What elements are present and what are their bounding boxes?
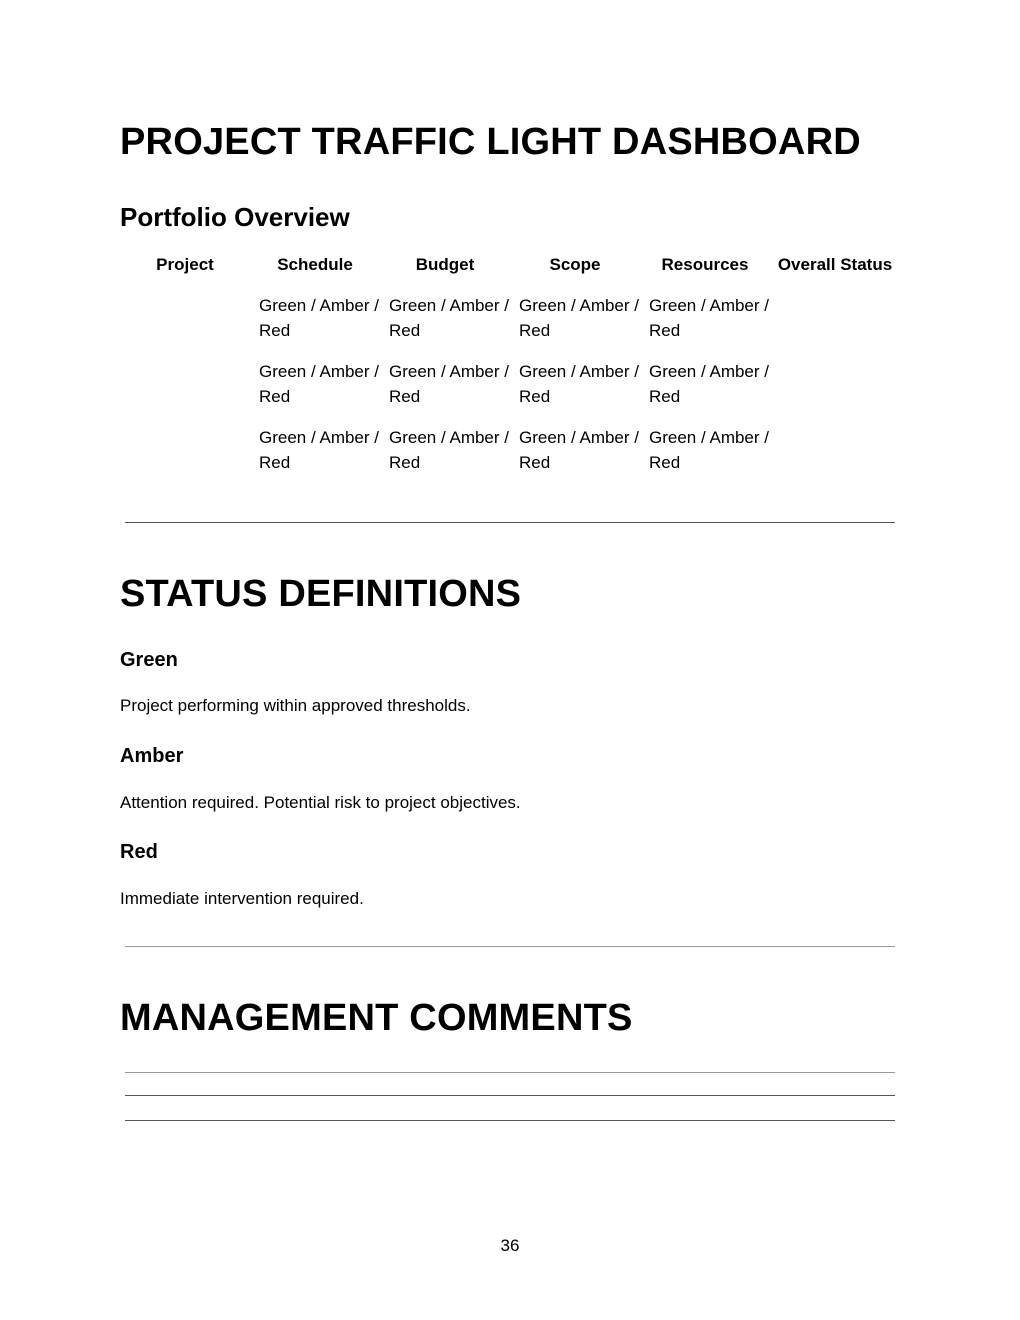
portfolio-overview-heading: Portfolio Overview bbox=[120, 202, 350, 232]
table-cell-budget: Green / Amber / Red bbox=[389, 296, 509, 340]
column-header-resources: Resources bbox=[661, 255, 749, 274]
table-cell-schedule: Green / Amber / Red bbox=[259, 428, 379, 472]
table-cell-overall-status bbox=[770, 425, 900, 491]
table-cell-resources: Green / Amber / Red bbox=[649, 428, 769, 472]
table-cell-resources: Green / Amber / Red bbox=[649, 362, 769, 406]
comment-line bbox=[125, 1072, 895, 1073]
table-cell-overall-status bbox=[770, 293, 900, 359]
status-green-description: Project performing within approved thresholds. bbox=[120, 696, 471, 715]
status-definitions-heading: STATUS DEFINITIONS bbox=[120, 573, 522, 615]
table-cell-schedule: Green / Amber / Red bbox=[259, 362, 379, 406]
table-cell-schedule: Green / Amber / Red bbox=[259, 296, 379, 340]
table-cell-scope: Green / Amber / Red bbox=[519, 428, 639, 472]
table-cell-budget: Green / Amber / Red bbox=[389, 362, 509, 406]
table-cell-overall-status bbox=[770, 359, 900, 425]
section-divider bbox=[125, 522, 895, 523]
column-header-overall-status: Overall Status bbox=[777, 255, 893, 274]
page-number: 36 bbox=[500, 1236, 520, 1255]
column-header-scope: Scope bbox=[549, 255, 601, 274]
portfolio-table bbox=[120, 252, 900, 491]
comment-line bbox=[125, 1120, 895, 1121]
table-header-row bbox=[120, 252, 900, 293]
status-amber-description: Attention required. Potential risk to project objectives. bbox=[120, 793, 521, 812]
comment-line bbox=[125, 1095, 895, 1096]
status-amber-heading: Amber bbox=[120, 745, 184, 767]
column-header-schedule: Schedule bbox=[277, 255, 353, 274]
table-row bbox=[120, 425, 900, 491]
management-comments-heading: MANAGEMENT COMMENTS bbox=[120, 997, 633, 1039]
table-cell-scope: Green / Amber / Red bbox=[519, 362, 639, 406]
column-header-project: Project bbox=[156, 255, 214, 274]
status-red-heading: Red bbox=[120, 841, 158, 863]
column-header-budget: Budget bbox=[415, 255, 475, 274]
table-cell-scope: Green / Amber / Red bbox=[519, 296, 639, 340]
table-row bbox=[120, 359, 900, 425]
table-cell-project bbox=[120, 359, 250, 425]
table-cell-project bbox=[120, 293, 250, 359]
page-title: PROJECT TRAFFIC LIGHT DASHBOARD bbox=[120, 121, 861, 163]
status-red-description: Immediate intervention required. bbox=[120, 889, 364, 908]
table-cell-budget: Green / Amber / Red bbox=[389, 428, 509, 472]
table-cell-project bbox=[120, 425, 250, 491]
status-green-heading: Green bbox=[120, 649, 178, 671]
table-cell-resources: Green / Amber / Red bbox=[649, 296, 769, 340]
table-row bbox=[120, 293, 900, 359]
section-divider bbox=[125, 946, 895, 947]
